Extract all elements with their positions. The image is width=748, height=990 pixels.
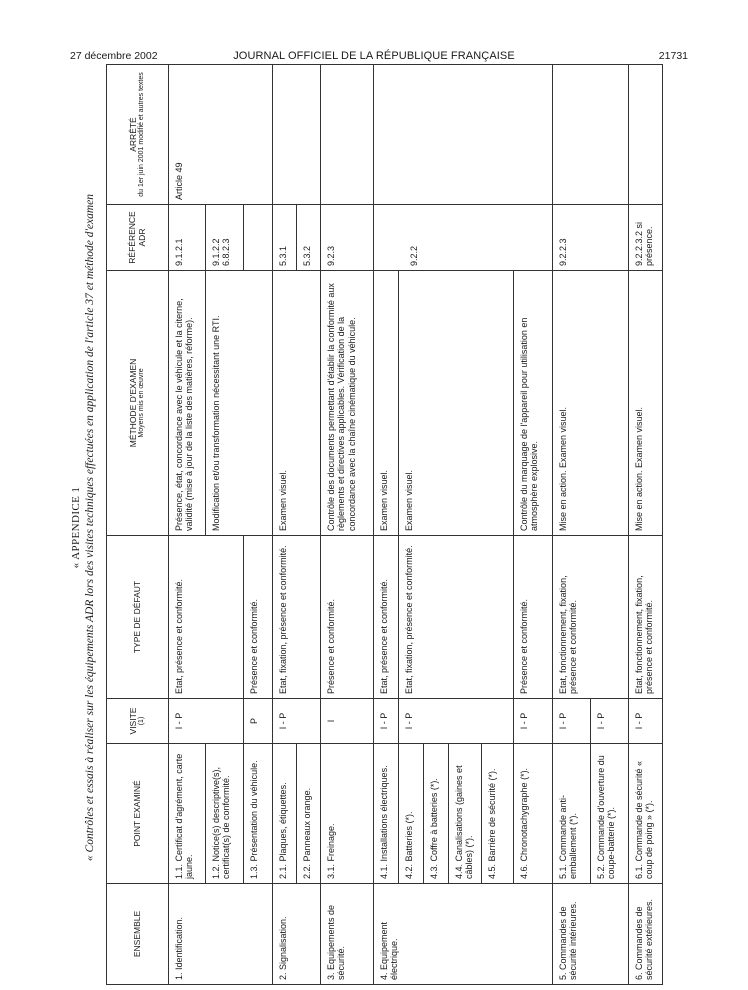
journal-title: JOURNAL OFFICIEL DE LA RÉPUBLIQUE FRANÇAISE [233,50,515,62]
visite-note: (1) [138,716,146,726]
table-row [273,65,297,985]
visite-cell: I - P [629,699,663,744]
visite-cell: I - P [553,699,591,744]
point-cell: 4.3. Coffre à batteries (*). [424,744,449,884]
table-row [169,65,206,985]
arrete-cell [321,65,374,205]
col-header-point: POINT EXAMINÉ [107,744,169,884]
col-header-reference: RÉFÉRENCE ADR [107,205,169,271]
visite-cell: I - P [399,699,514,744]
rotated-page-content [70,65,670,990]
ensemble-cell: 2. Signalisation. [273,884,321,985]
methode-cell: Examen visuel. [374,271,399,536]
point-cell: 5.2. Commande d'ouverture du coupe-batterie (*). [591,744,629,884]
point-cell: 1.1. Certificat d'agrément, carte jaune. [169,744,206,884]
methode-cell: Mise en action. Examen visuel. [629,271,663,536]
point-cell: 4.5. Barrière de sécurité (*). [482,744,514,884]
reference-text: 9.2.2 [409,245,419,266]
point-cell: 4.1. Installations électriques. [374,744,399,884]
methode-cell: Mise en action. Examen visuel. [553,271,629,536]
type-cell: Etat, présence et conformité. [374,536,399,699]
arrete-cell [629,65,663,205]
arrete-note: du 1er juin 2001 modifié et autres textes [138,72,146,197]
page-number: 21731 [658,50,688,62]
visite-cell: I - P [514,699,553,744]
table-row [629,65,663,985]
type-cell: Présence et conformité. [244,536,273,699]
point-cell: 4.6. Chronotachygraphe (*). [514,744,553,884]
visite-cell: I - P [169,699,244,744]
point-cell: 5.1. Commande anti-emballement (*). [553,744,591,884]
type-cell: Etat, fonctionnement, fixation, présence et conformité. [629,536,663,699]
methode-label: MÉTHODE D'EXAMEN [127,358,138,448]
methode-note: Moyens mis en œuvre [138,368,146,438]
reference-cell: 9.2.3 [321,205,374,271]
point-cell: 6.1. Commande de sécurité « coup de poing » (*). [629,744,663,884]
arrete-cell [374,65,553,205]
visite-cell: I - P [273,699,321,744]
reference-cell [244,205,273,271]
point-cell: 1.3. Présentation du véhicule. [244,744,273,884]
reference-cell: 9.2.2.3 [553,205,629,271]
col-header-arrete [107,65,169,205]
ensemble-cell: 1. Identification. [169,884,273,985]
appendix-subtitle: « Contrôles et essais à réaliser sur les équipements ADR lors des visites techniques effectuées en application de l'article 37 et méthode d'examen [84,193,96,862]
arrete-label: ARRÊTÉ [127,117,138,152]
point-cell: 1.2. Notice(s) descriptive(s), certificat(s) de conformité. [206,744,244,884]
type-cell: Etat, fixation, présence et conformité. [273,536,321,699]
type-cell: Etat, fixation, présence et conformité. [399,536,514,699]
col-header-methode [107,271,169,536]
table-row [374,65,399,985]
visite-cell: P [244,699,273,744]
point-cell: 3.1. Freinage. [321,744,374,884]
ensemble-cell: 6. Commandes de sécurité extérieures. [629,884,663,985]
ensemble-cell: 3. Equipements de sécurité. [321,884,374,985]
visite-label: VISITE [127,707,138,735]
reference-cell: 5.3.2 [297,205,321,271]
reference-cell: 9.1.2.2 6.8.2.3 [206,205,244,271]
visite-cell: I - P [591,699,629,744]
col-header-ensemble: ENSEMBLE [107,884,169,985]
visite-cell: I [321,699,374,744]
methode-cell: Modification et/ou transformation nécessitant une RTI. [206,271,273,536]
type-cell: Présence et conformité. [321,536,374,699]
ensemble-cell: 4. Equipement électrique. [374,884,553,985]
table-row [321,65,374,985]
arrete-cell [553,65,629,205]
reference-cell: 5.3.1 [273,205,297,271]
arrete-cell: Article 49 [169,65,273,205]
point-cell: 2.1. Plaques, étiquettes. [273,744,297,884]
arrete-cell [273,65,321,205]
methode-cell: Contrôle des documents permettant d'établir la conformité aux règlements et directives applicables. Vérification de la concordance avec la chaîne cinématique du véhicule. [321,271,374,536]
table-row [553,65,591,985]
inspection-table [106,64,663,985]
reference-cell: 9.2.2.3.2 si présence. [629,205,663,271]
type-cell: Etat, présence et conformité. [169,536,244,699]
reference-cell: 9.1.2.1 [169,205,206,271]
header-date: 27 décembre 2002 [70,50,158,62]
table-header-row [107,65,169,985]
ensemble-cell: 5. Commandes de sécurité intérieures. [553,884,629,985]
methode-cell: Examen visuel. [273,271,321,536]
methode-cell: Examen visuel. [399,271,514,536]
col-header-type: TYPE DE DÉFAUT [107,536,169,699]
methode-cell: Contrôle du marquage de l'appareil pour utilisation en atmosphère explosive. [514,271,553,536]
methode-cell: Présence, état, concordance avec le véhicule et la citerne, validité (mise à jour de la liste des matières, réforme). [169,271,206,536]
point-cell: 4.4. Canalisations (gaines et câbles) (*). [449,744,482,884]
visite-cell: I - P [374,699,399,744]
reference-cell [374,205,553,271]
type-cell: Etat, fonctionnement, fixation, présence et conformité. [553,536,629,699]
appendix-title: « APPENDICE 1 [70,486,82,569]
col-header-visite [107,699,169,744]
point-cell: 2.2. Panneaux orange. [297,744,321,884]
type-cell: Présence et conformité. [514,536,553,699]
point-cell: 4.2. Batteries (*). [399,744,424,884]
